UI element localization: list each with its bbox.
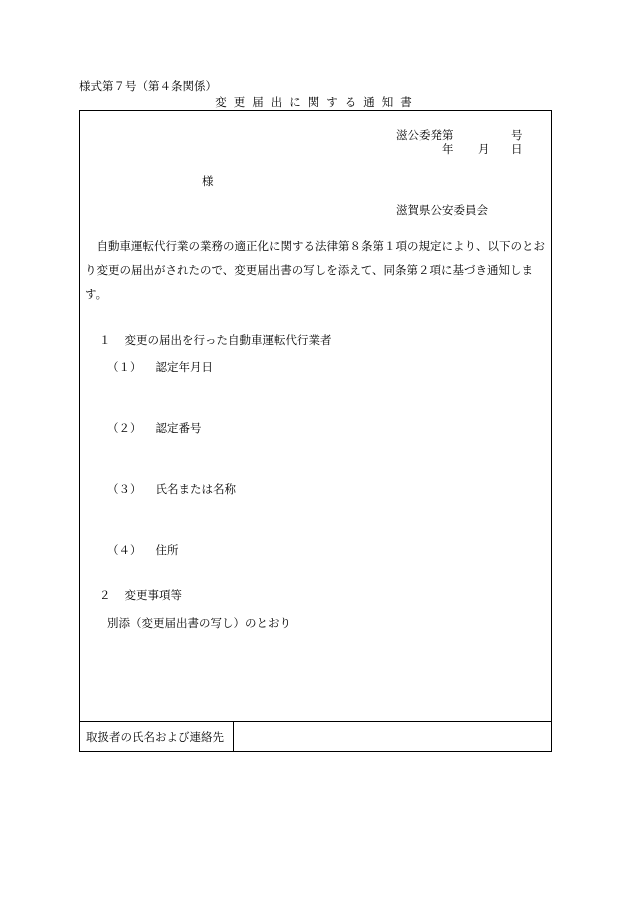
issuer-name: 滋賀県公安委員会 (396, 203, 488, 217)
form-number: 様式第７号（第４条関係） (79, 79, 217, 93)
date-year-label: 年 (442, 142, 454, 156)
item-label: 住所 (155, 543, 179, 557)
contact-label: 取扱者の氏名および連絡先 (86, 730, 224, 744)
item-label: 認定番号 (155, 421, 202, 435)
section2-number: ２ (99, 588, 111, 602)
item-number: （１） (107, 360, 142, 374)
item-number: （２） (107, 421, 142, 435)
addressee-suffix: 様 (202, 174, 214, 188)
footer-divider (80, 721, 551, 722)
date-day-label: 日 (511, 142, 523, 156)
section1-item (107, 420, 202, 436)
document-number-label: 滋公委発第 (396, 128, 454, 142)
section2-heading (99, 587, 182, 603)
section1-item (107, 359, 213, 375)
footer-column-divider (233, 721, 234, 752)
body-text: 自動車運転代行業の業務の適正化に関する法律第８条第１項の規定により、以下のとおり変更の届出がされたので、変更届出書の写しを添えて、同条第２項に基づき通知します。 (85, 239, 545, 301)
item-label: 氏名または名称 (155, 482, 236, 496)
section1-item (107, 481, 236, 497)
item-number: （４） (107, 543, 142, 557)
section2-detail: 別添（変更届出書の写し）のとおり (107, 616, 291, 630)
section1-title: 変更の届出を行った自動車運転代行業者 (124, 333, 332, 347)
item-label: 認定年月日 (155, 360, 213, 374)
document-number-suffix: 号 (511, 128, 523, 142)
section1-item (107, 542, 179, 558)
section2-title: 変更事項等 (124, 588, 182, 602)
section1-heading (99, 332, 332, 348)
contact-field[interactable] (240, 729, 545, 747)
item-number: （３） (107, 482, 142, 496)
section1-number: １ (99, 333, 111, 347)
form-title: 変更届出に関する通知書 (215, 95, 419, 109)
date-month-label: 月 (478, 142, 490, 156)
